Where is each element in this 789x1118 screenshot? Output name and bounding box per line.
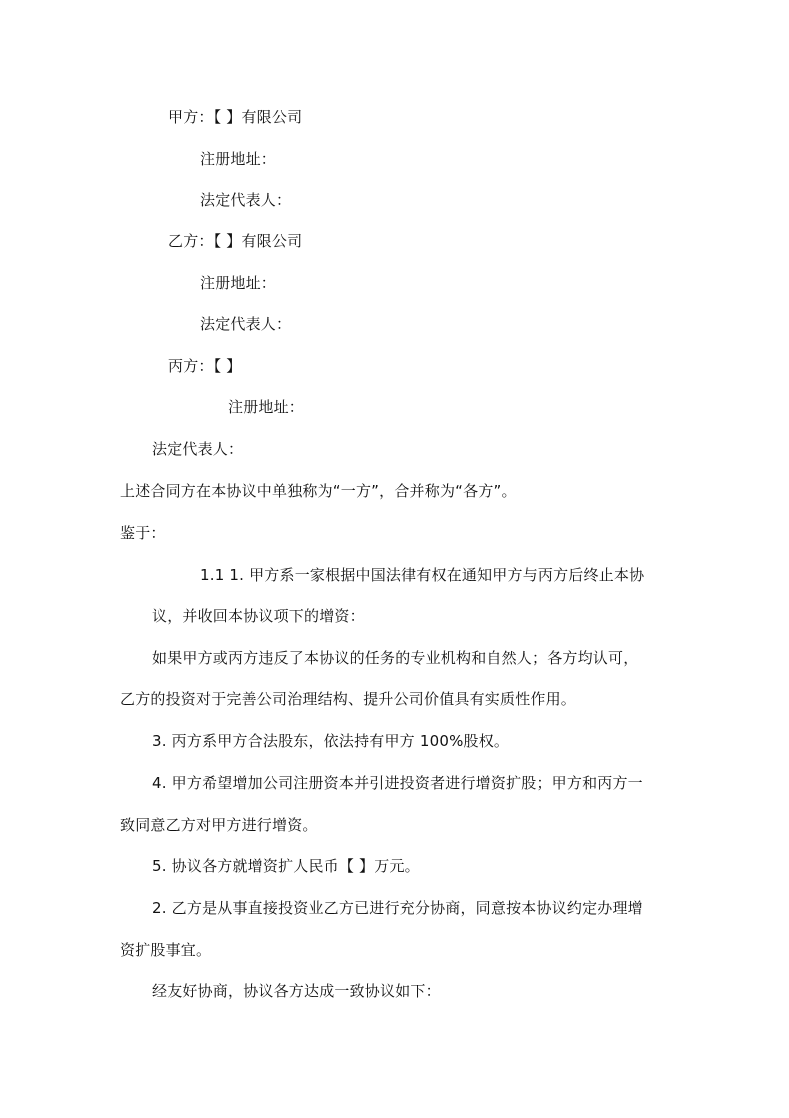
paragraph-breach-line-2: 乙方的投资对于完善公司治理结构、提升公司价值具有实质性作用。 xyxy=(120,690,577,708)
paragraph-breach-line-1: 如果甲方或丙方违反了本协议的任务的专业机构和自然人；各方均认可， xyxy=(152,649,639,667)
whereas-heading: 鉴于： xyxy=(120,524,166,542)
party-c-representative: 法定代表人： xyxy=(152,440,244,458)
party-a-line: 甲方：【 】有限公司 xyxy=(168,108,303,126)
clause-4-line-2: 致同意乙方对甲方进行增资。 xyxy=(120,816,318,834)
clause-3: 3. 丙方系甲方合法股东，依法持有甲方 100%股权。 xyxy=(152,732,510,750)
clause-4-line-1: 4. 甲方希望增加公司注册资本并引进投资者进行增资扩股；甲方和丙方一 xyxy=(152,774,643,792)
parties-definition: 上述合同方在本协议中单独称为“一方”，合并称为“各方”。 xyxy=(120,482,517,500)
party-c-line: 丙方：【 】 xyxy=(168,357,242,375)
party-b-address: 注册地址： xyxy=(200,274,277,292)
party-b-representative: 法定代表人： xyxy=(200,315,292,333)
party-a-address: 注册地址： xyxy=(200,150,277,168)
agreement-intro: 经友好协商，协议各方达成一致协议如下： xyxy=(152,982,441,1000)
party-b-line: 乙方：【 】有限公司 xyxy=(168,232,303,250)
clause-1-1-line-2: 议，并收回本协议项下的增资： xyxy=(152,607,365,625)
clause-2-line-1: 2. 乙方是从事直接投资业乙方已进行充分协商，同意按本协议约定办理增 xyxy=(152,899,643,917)
party-c-address: 注册地址： xyxy=(228,398,305,416)
clause-2-line-2: 资扩股事宜。 xyxy=(120,941,212,959)
clause-1-1-line-1: 1.1 1. 甲方系一家根据中国法律有权在通知甲方与丙方后终止本协 xyxy=(200,566,645,584)
party-a-representative: 法定代表人： xyxy=(200,191,292,209)
clause-5: 5. 协议各方就增资扩人民币【 】万元。 xyxy=(152,857,420,875)
